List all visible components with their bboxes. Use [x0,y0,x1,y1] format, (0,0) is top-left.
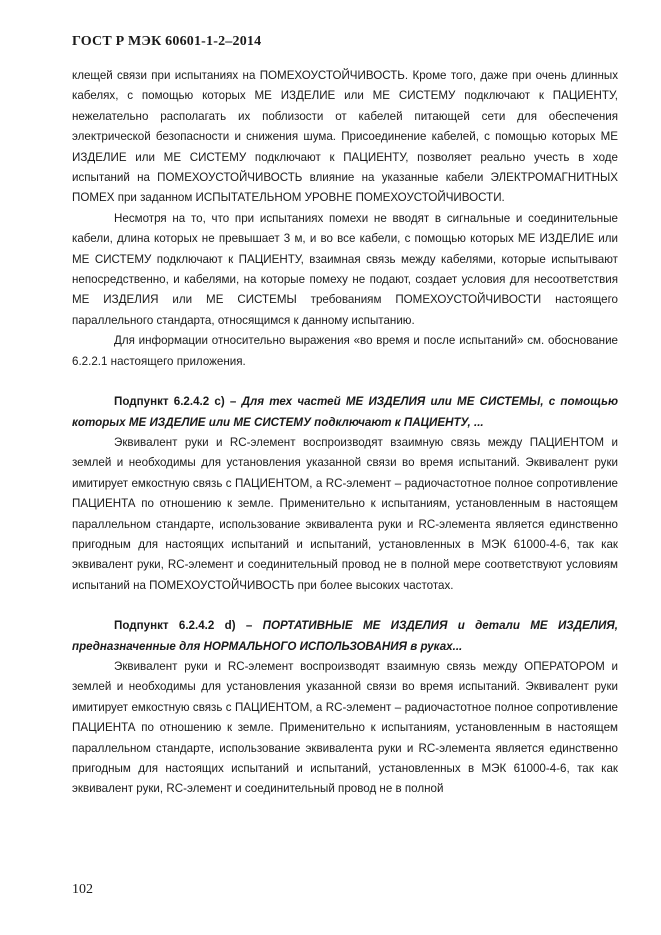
section-c-label: Подпункт 6.2.4.2 c) – [114,395,237,409]
paragraph-1: клещей связи при испытаниях на ПОМЕХОУСТОЙЧИВОСТЬ. Кроме того, даже при очень длинных кабелях, с помощью которых МЕ ИЗДЕЛИЕ или МЕ СИСТЕМУ подключают к ПАЦИЕНТУ, нежелательно располагать их поблизости от кабелей питающей сети для обеспечения электрической безопасности и снижения шума. Присоединение кабелей, с помощью которых МЕ ИЗДЕЛИЕ или МЕ СИСТЕМУ подключают к ПАЦИЕНТУ, позволяет реально учесть в ходе испытаний на ПОМЕХОУСТОЙЧИВОСТЬ влияние на указанные кабели ЭЛЕКТРОМАГНИТНЫХ ПОМЕХ при заданном ИСПЫТАТЕЛЬНОМ УРОВНЕ ПОМЕХОУСТОЙЧИВОСТИ. [72,69,618,205]
standard-header: ГОСТ Р МЭК 60601-1-2–2014 [72,34,262,49]
section-c-text: Эквивалент руки и RC-элемент воспроизводят взаимную связь между ПАЦИЕНТОМ и землей и необходимы для установления указанной связи во время испытаний. Эквивалент руки имитирует емкостную связь с ПАЦИЕНТОМ, а RC-элемент – радиочастотное полное сопротивление ПАЦИЕНТА по отношению к земле. Применительно к испытаниям, установленным в настоящем параллельном стандарте, использование эквивалента руки и RC-элемента является единственно пригодным для настоящих испытаний и испытаний, установленных в МЭК 61000-4-6, так как эквивалент руки, RC-элемент и соединительный провод не в полной мере соответствуют условиям испытаний на ПОМЕХОУСТОЙЧИВОСТЬ при более высоких частотах. [72,435,618,592]
page-number: 102 [72,882,93,897]
section-d-label: Подпункт 6.2.4.2 d) – [114,619,253,633]
section-d-heading [72,616,618,657]
section-d-title: ПОРТАТИВНЫЕ МЕ ИЗДЕЛИЯ и детали МЕ ИЗДЕЛИЯ, предназначенные для НОРМАЛЬНОГО ИСПОЛЬЗОВАНИЯ в руках... [72,619,618,653]
paragraph-2: Несмотря на то, что при испытаниях помехи не вводят в сигнальные и соединительные кабели, длина которых не превышает 3 м, и во все кабели, с помощью которых МЕ ИЗДЕЛИЕ или МЕ СИСТЕМУ подключают к ПАЦИЕНТУ, взаимная связь между кабелями, которые испытывают непосредственно, и кабелями, на которые помеху не подают, создает условия для несоответствия МЕ ИЗДЕЛИЯ или МЕ СИСТЕМЫ требованиям ПОМЕХОУСТОЙЧИВОСТИ настоящего параллельного стандарта, относящимся к данному испытанию. [72,211,618,327]
section-d-text: Эквивалент руки и RC-элемент воспроизводят взаимную связь между ОПЕРАТОРОМ и землей и необходимы для установления указанной связи во время испытаний. Эквивалент руки имитирует емкостную связь с ПАЦИЕНТОМ, а RC-элемент – радиочастотное полное сопротивление ПАЦИЕНТА по отношению к земле. Применительно к испытаниям, установленным в настоящем параллельном стандарте, использование эквивалента руки и RC-элемента является единственно пригодным для настоящих испытаний и испытаний, установленных в МЭК 61000-4-6, так как эквивалент руки, RC-элемент и соединительный провод не в полной [72,659,618,796]
paragraph-3: Для информации относительно выражения «во время и после испытаний» см. обоснование 6.2.2.1 настоящего приложения. [72,334,618,368]
section-c-heading [72,392,618,433]
section-c-title: Для тех частей МЕ ИЗДЕЛИЯ или МЕ СИСТЕМЫ, с помощью которых МЕ ИЗДЕЛИЕ или МЕ СИСТЕМУ подключают к ПАЦИЕНТУ, ... [72,395,618,429]
document-body [72,66,618,800]
